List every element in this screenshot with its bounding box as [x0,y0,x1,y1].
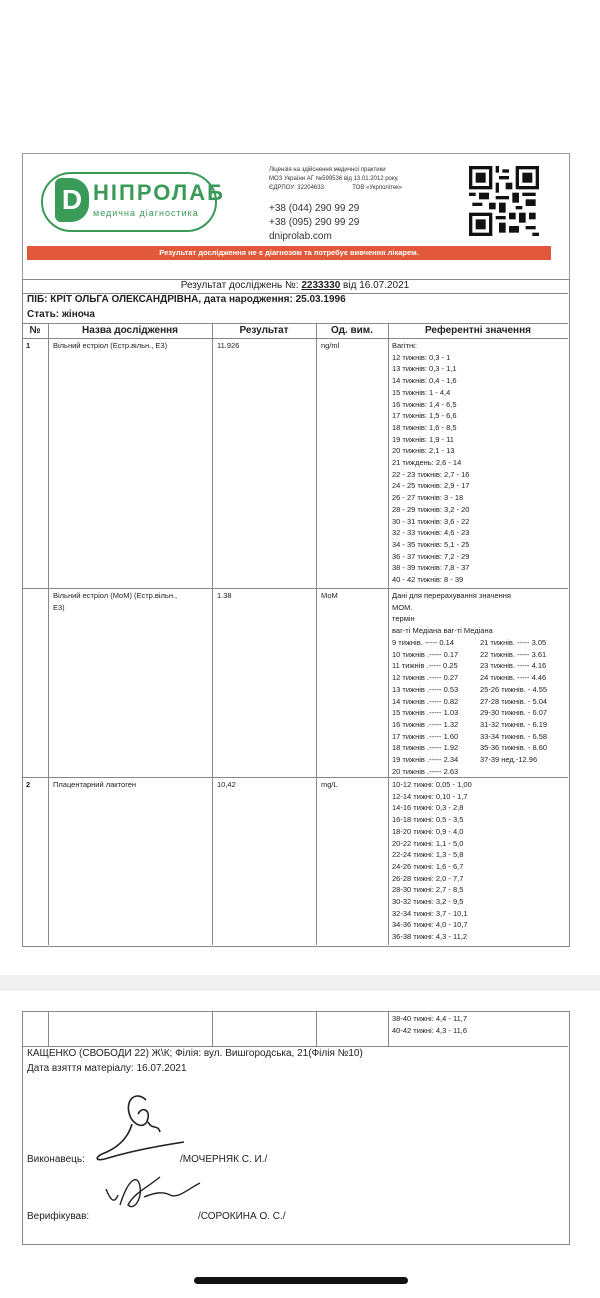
date-taken: Дата взяття матеріалу: 16.07.2021 [27,1063,187,1074]
reference-median-right: 21 тижнів. ----- 3.05 22 тижнів. ----- 3.61 23 тижнів. ----- 4.16 24 тижнів. ----- 4.46 25-26 тижнів. - 4.55 27-28 тижнів. - 5.04 29-30 тижнів. - 6.07 31-32 тижнів. - 6.19 33-34 тижнів. - 6.58 35-36 тижнів. - 8.60 37-39 нед.-12.96 [480,638,548,765]
reference-values: 10-12 тижні: 0,05 - 1,00 12-14 тижні: 0,10 - 1,7 14-16 тижні: 0,3 - 2,8 16-18 тижні: 0,5 - 3,5 18-20 тижні: 0,9 - 4,0 20-22 тижні: 1,1 - 5,0 22-24 тижні: 1,3 - 5,8 24-26 тижні: 1,6 - 6,7 26-28 тижні: 2,0 - 7,7 28-30 тижні: 2,7 - 8,5 30-32 тижні: 3,2 - 9,5 32-34 тижні: 3,7 - 10,1 34-36 тижні: 4,0 - 10,7 36-38 тижні: 4,3 - 11,2 [392,780,472,942]
lab-logo [41,172,225,232]
col-divider [212,1011,213,1046]
col-header-unit: Од. вим. [331,325,373,336]
report-page-2 [0,991,600,1298]
license-line: ЄДРПОУ: 32204633 ТОВ «Укрполітек» [269,185,403,191]
report-number: 2233330 [301,280,341,291]
report-title: Результат досліджень №: 2233330 від 16.07.2021 [180,280,410,291]
reference-values: Вагітні: 12 тижнів: 0,3 - 1 13 тижнів: 0,3 - 1,1 14 тижнів: 0,4 - 1,6 15 тижнів: 1 - 4,4 16 тижнів: 1,4 - 6,5 17 тижнів: 1,5 - 6,6 18 тижнів: 1,6 - 8,5 19 тижнів: 1,9 - 11 20 тижнів: 2,1 - 13 21 тиждень: 2,6 - 14 22 - 23 тижнів: 2,7 - 16 24 - 25 тижнів: 2,9 - 17 26 - 27 тижнів: 3 - 18 28 - 29 тижнів: 3,2 - 20 30 - 31 тижнів: 3,6 - 22 32 - 33 тижнів: 4,6 - 23 34 - 35 тижнів: 5,1 - 25 36 - 37 тижнів: 7,2 - 29 38 - 39 тижнів: 7,8 - 37 40 - 42 тижнів: 8 - 39 [392,341,470,585]
col-divider [48,323,49,945]
performer-label: Виконавець: [27,1154,85,1165]
logo-letter: D [55,178,89,222]
logo-subtitle: медична діагностика [93,208,199,218]
verifier-label: Верифікував: [27,1211,90,1222]
test-unit: ng/ml [321,341,340,350]
reference-values-cont: 38-40 тижні: 4,4 - 11,7 40-42 тижні: 4,3 - 11,6 [392,1014,468,1035]
license-info [269,166,402,193]
verifier-signature-icon [104,1169,204,1219]
patient-sex: Стать: жіноча [27,309,95,320]
branch-info: КАЩЕНКО (СВОБОДИ 22) Ж\К; Філія: вул. Вишгородська, 21(Філія №10) [27,1048,363,1059]
test-name: Вільний естріол (МоМ) (Естр.вільн., Е3) [53,591,178,612]
col-divider [48,1011,49,1046]
col-divider [316,323,317,945]
row-divider [22,777,568,778]
top-band [0,0,600,133]
col-header-result: Результат [239,325,289,336]
reference-median-left: 9 тижнів. ----- 0.14 10 тижнів .----- 0.17 11 тижнів .----- 0.25 12 тижнів .----- 0.27 13 тижнів .----- 0.53 14 тижнів .----- 0.82 15 тижнів .----- 1.03 16 тижнів .----- 1.32 17 тижнів .----- 1.60 18 тижнів .----- 1.92 19 тижнів .----- 2.34 20 тижнів .----- 2.63 [392,638,459,776]
page-gap [0,975,600,991]
row-divider [22,588,568,589]
col-header-num: № [29,325,41,336]
test-result: 11.926 [217,341,240,350]
lab-header [22,153,570,280]
col-header-name: Назва дослідження [81,325,179,336]
test-result: 1.38 [217,591,232,600]
verifier-name: /СОРОКИНА О. С./ [198,1211,286,1222]
row-number: 2 [26,780,31,789]
test-unit: МоМ [321,591,338,600]
logo-name: НІПРОЛАБ [93,180,225,205]
phone-1[interactable]: +38 (044) 290 99 29 [269,203,360,214]
col-divider [316,1011,317,1046]
performer-signature-icon [88,1088,188,1168]
report-page-1 [0,133,600,975]
col-divider [388,323,389,945]
website-link[interactable]: dniprolab.com [269,231,332,242]
test-name: Вільний естріол (Естр.вільн., Е3) [53,341,168,350]
test-unit: mg/L [321,780,338,789]
patient-info: ПІБ: КРІТ ОЛЬГА ОЛЕКСАНДРІВНА, дата народження: 25.03.1996 [27,294,346,305]
contacts [269,202,359,244]
divider [22,338,568,339]
col-divider [212,323,213,945]
performer-name: /МОЧЕРНЯК С. И./ [180,1154,268,1165]
qr-code-icon [469,166,539,236]
home-indicator[interactable] [194,1277,408,1284]
license-line: Ліцензія на здійснення медичної практики [269,167,386,173]
test-name: Плацентарний лактоген [53,780,137,789]
disclaimer-banner: Результат дослідження не є діагнозом та потребує вивчення лікарем. [27,246,551,260]
reference-intro: Дані для перерахування значення МОМ. термін ваг-ті Медіана ваг-ті Медіана [392,591,511,636]
row-number: 1 [26,341,31,350]
divider [22,323,568,324]
license-line: МОЗ України АГ №599536 від 13.01.2012 року. [269,176,399,182]
test-result: 10,42 [217,780,236,789]
row-divider [22,1046,568,1047]
col-divider [388,1011,389,1046]
phone-2[interactable]: +38 (095) 290 99 29 [269,217,360,228]
col-header-reference: Референтні значення [425,325,531,336]
